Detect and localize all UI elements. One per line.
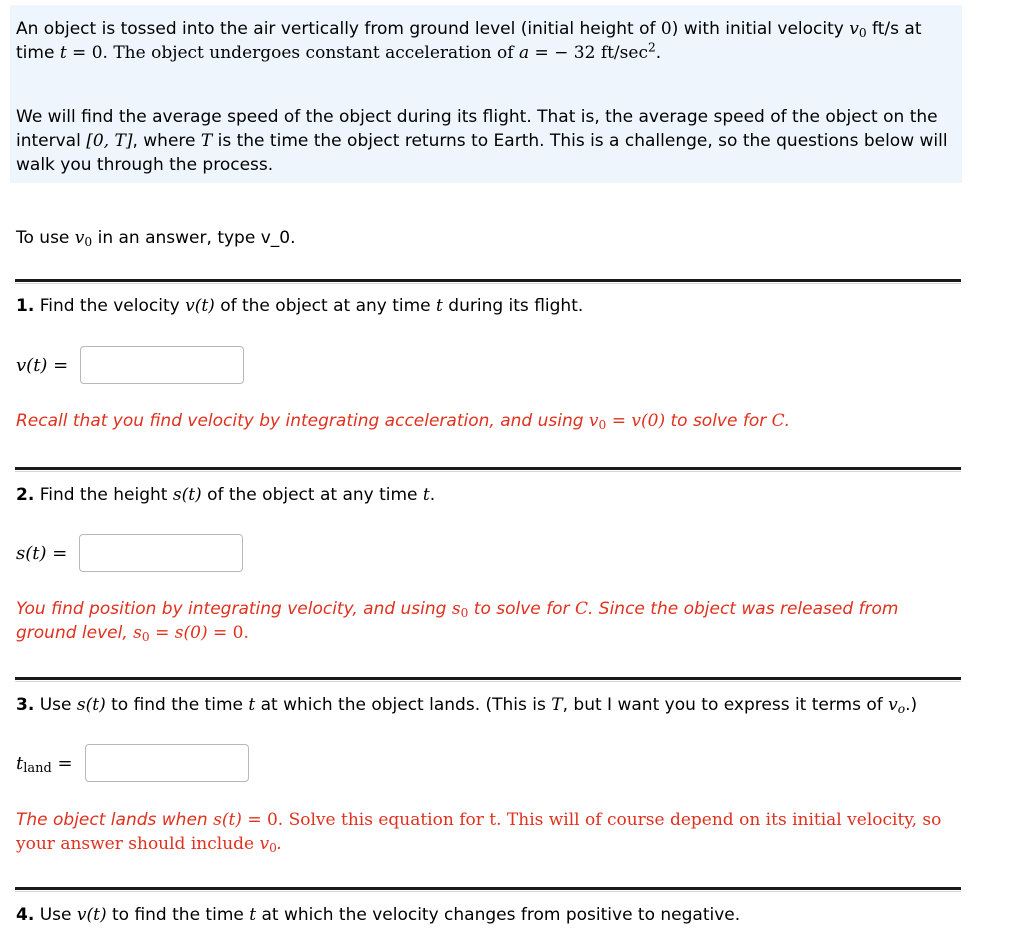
section-divider bbox=[15, 467, 961, 470]
question-2: 2. Find the height s(t) of the object at any time t. bbox=[16, 485, 436, 505]
question-3: 3. Use s(t) to find the time t at which the object lands. (This is T, but I want you to express it terms of $v_o$.) bbox=[16, 695, 918, 717]
answer-label-s: s(t) = bbox=[16, 542, 68, 564]
question-4: 4. Use v(t) to find the time t at which the velocity changes from positive to negative. bbox=[16, 905, 741, 925]
answer-label-tland: $t_{land}$ = bbox=[16, 752, 73, 776]
velocity-answer-input[interactable] bbox=[80, 346, 244, 384]
input-tip: To use $v_0$ in an answer, type v_0. bbox=[16, 228, 296, 250]
section-divider bbox=[15, 887, 961, 890]
intro-paragraph-1: An object is tossed into the air vertically from ground level (initial height of 0) with initial velocity $v_0$ ft/s at time t = 0. The object undergoes constant acceleration of a = − 32 $ft/\sec^2$. bbox=[16, 19, 922, 63]
hint-3: The object lands when s(t) = 0. Solve this equation for t. This will of course depend on its initial velocity, so your answer should include $v_0$. bbox=[16, 810, 942, 856]
height-answer-input[interactable] bbox=[79, 534, 243, 572]
landing-time-answer-input[interactable] bbox=[85, 744, 249, 782]
section-divider bbox=[15, 279, 961, 282]
answer-row-3 bbox=[16, 742, 249, 784]
hint-1: Recall that you find velocity by integrating acceleration, and using $v_0 = v(0)$ to solve for C. bbox=[16, 411, 791, 433]
section-divider bbox=[15, 677, 961, 680]
problem-intro bbox=[10, 5, 962, 183]
intro-paragraph-2: We will find the average speed of the object during its flight. That is, the average speed of the object on the interval [0, T], where T is the time the object returns to Earth. This is a challenge, so the questions below will walk you through the process. bbox=[16, 107, 948, 175]
answer-row-1 bbox=[16, 344, 244, 386]
answer-label-v: v(t) = bbox=[16, 354, 69, 376]
hint-2: You find position by integrating velocity, and using $s_0$ to solve for C. Since the object was released from ground level, $s_0 = s(0) = 0$. bbox=[16, 599, 899, 645]
answer-row-2 bbox=[16, 532, 243, 574]
question-1: 1. Find the velocity v(t) of the object at any time t during its flight. bbox=[16, 296, 584, 316]
